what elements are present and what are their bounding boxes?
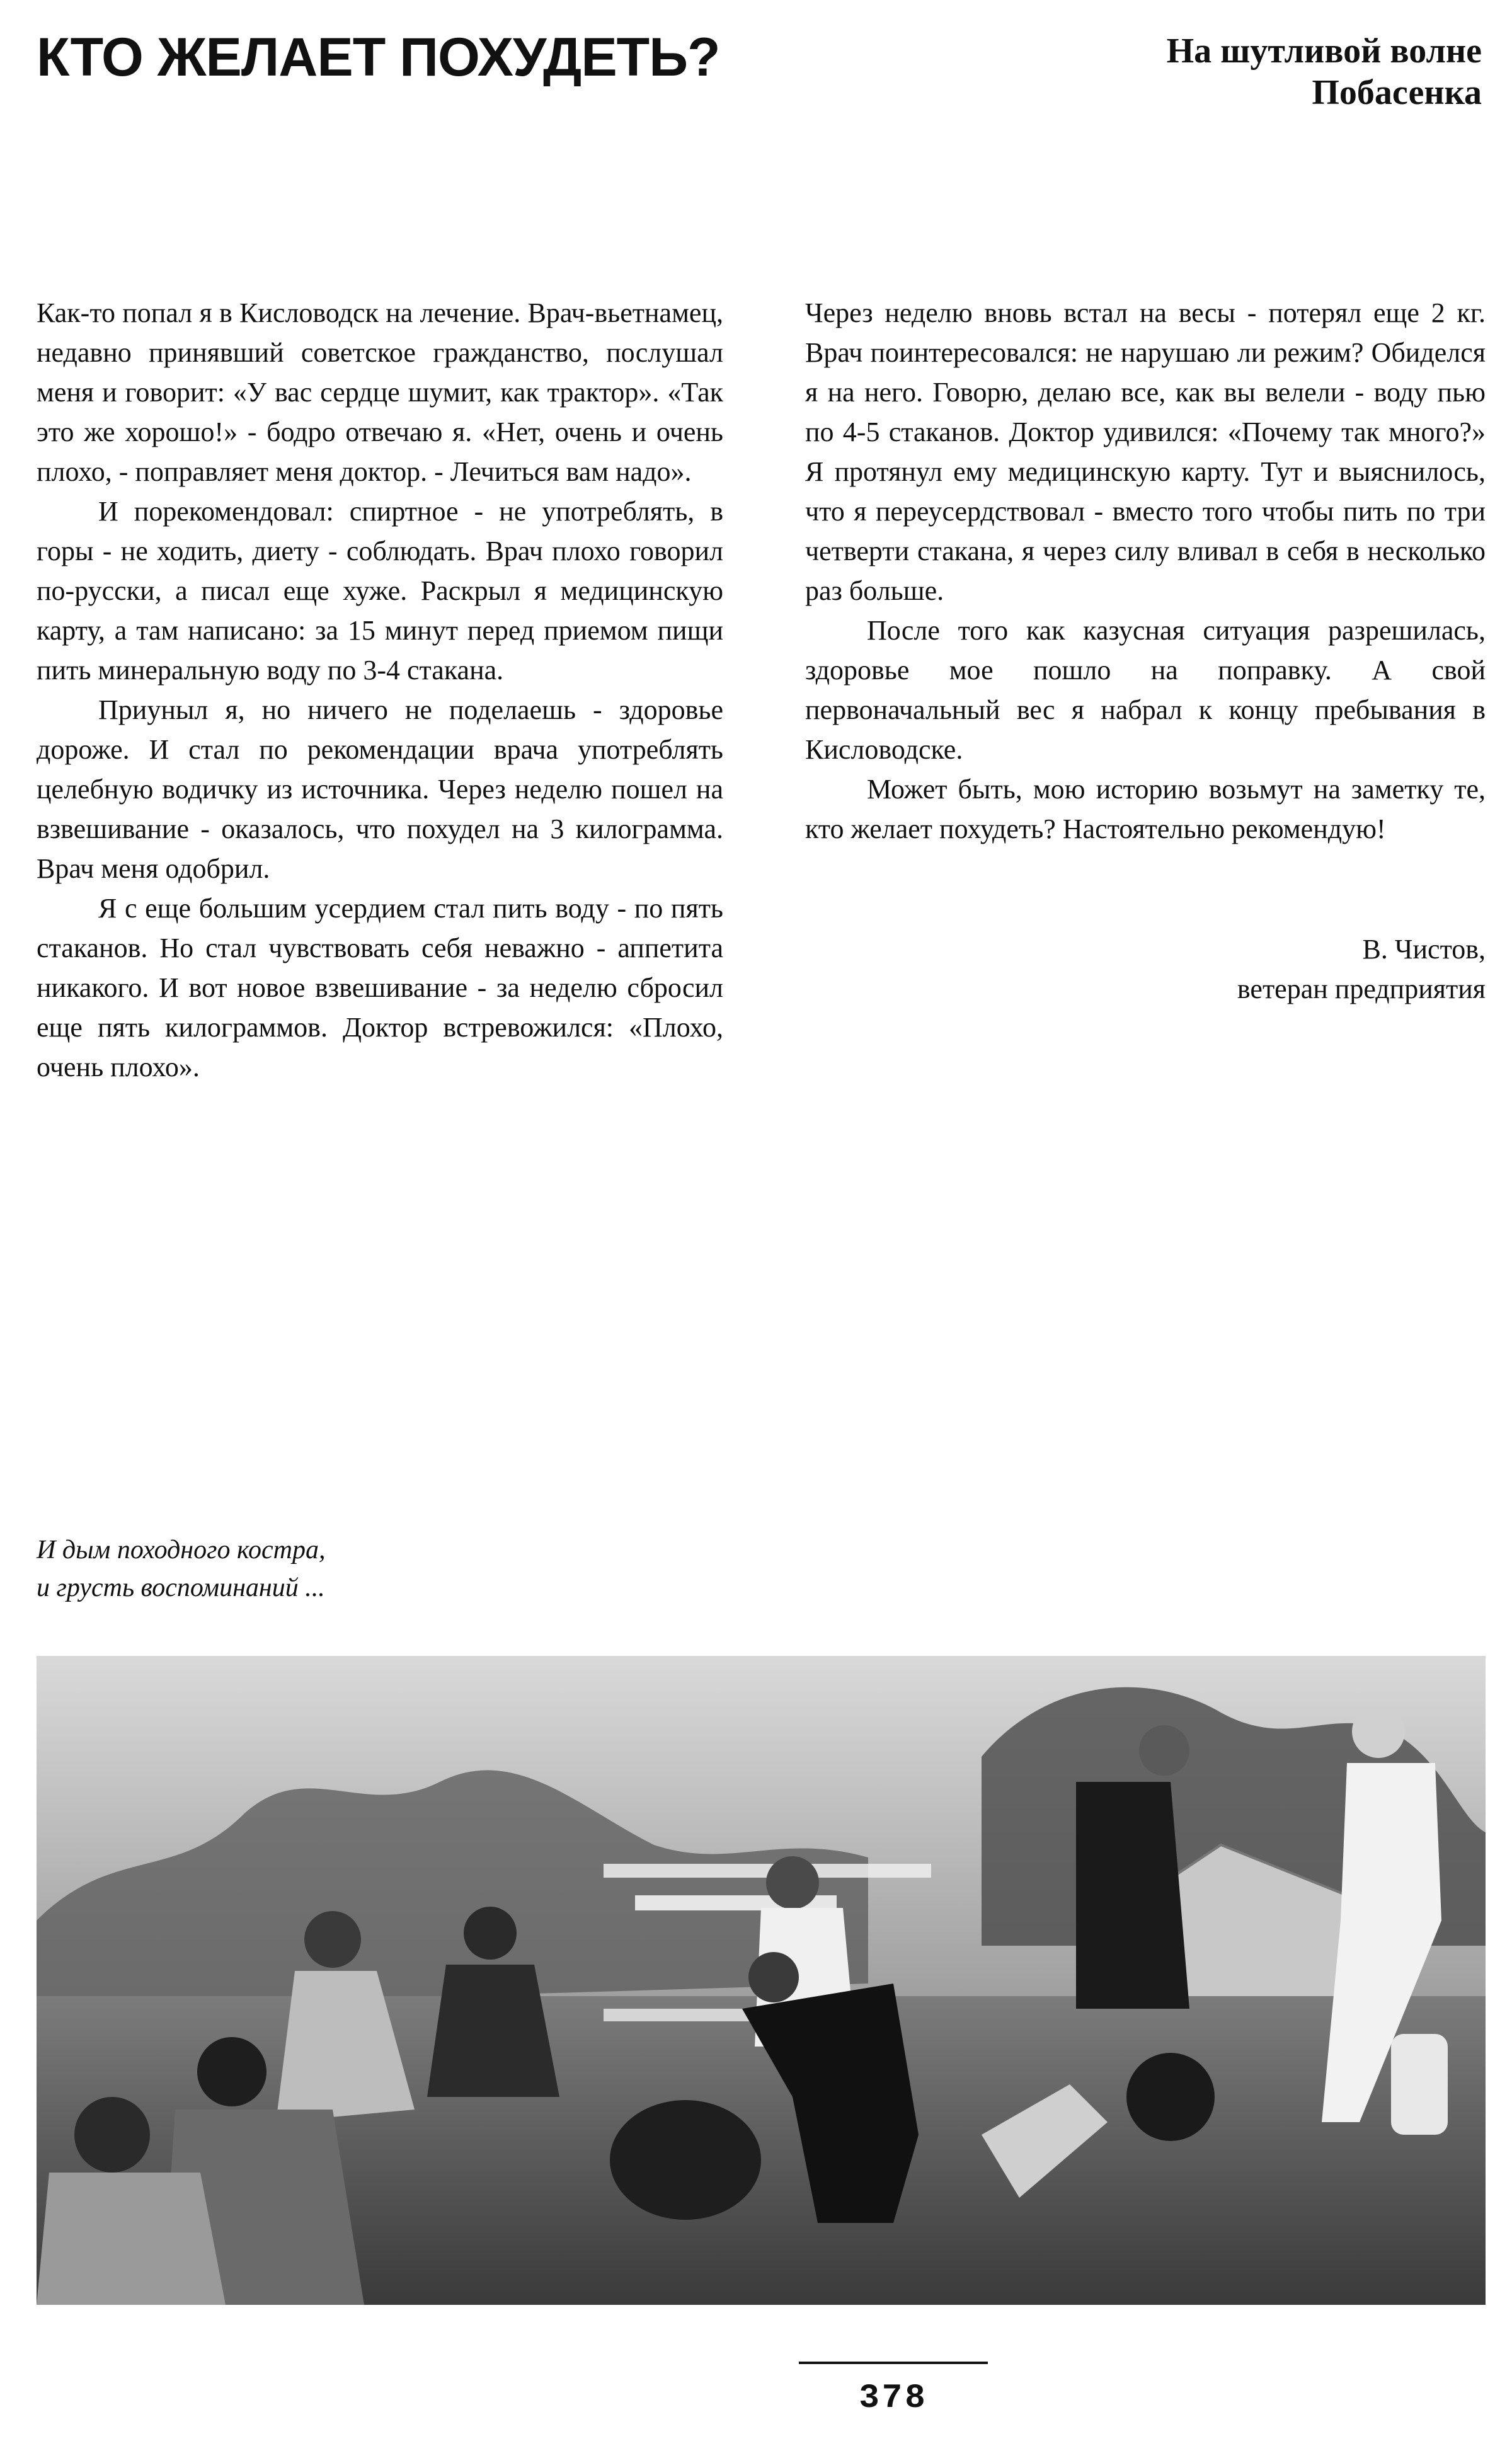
paragraph: Может быть, мою историю возьмут на заметку те, кто желает похудеть? Настоятельно рекомендую! [805, 774, 1486, 844]
paragraph: После того как казусная ситуация разрешилась, здоровье мое пошло на поправку. А свой первоначальный вес я набрал к концу пребывания в Кисловодске. [805, 615, 1486, 765]
photo-illustration [37, 1656, 1486, 2305]
person-head [1139, 1725, 1189, 1776]
paragraph: Я с еще большим усердием стал пить воду - по пять стаканов. Но стал чувствовать себя неважно - аппетита никакого. И вот новое взвешивание - за неделю сбросил еще пять килограммов. Доктор встревожился: «Плохо, очень плохо». [37, 893, 723, 1082]
person-body [1076, 1782, 1189, 2009]
caption-line: и грусть воспоминаний ... [37, 1573, 325, 1602]
paragraph: Приуныл я, но ничего не поделаешь - здоровье дороже. И стал по рекомендации врача употреблять целебную водичку из источника. Через неделю пошел на взвешивание - оказалось, что похудел на 3 килограмма. Врач меня одобрил. [37, 694, 723, 884]
signature-name: В. Чистов, [1362, 934, 1486, 965]
person-head [1352, 1705, 1405, 1758]
cooking-pot [610, 2100, 761, 2220]
bucket [1126, 2053, 1215, 2141]
page-number-rule [799, 2362, 988, 2364]
paragraph: Как-то попал я в Кисловодск на лечение. Врач-вьетнамец, недавно принявший советское гражданство, послушал меня и говорит: «У вас сердце шумит, как трактор». «Так это же хорошо!» - бодро отвечаю я. «Нет, очень и очень плохо, - поправляет меня доктор. - Лечиться вам надо». [37, 297, 723, 487]
signature-role: ветеран предприятия [1237, 973, 1486, 1004]
genre-label: Побасенка [1312, 73, 1482, 112]
paragraph: И порекомендовал: спиртное - не употреблять, в горы - не ходить, диету - соблюдать. Врач плохо говорил по-русски, а писал еще хуже. Раскрыл я медицинскую карту, а там написано: за 15 минут перед приемом пищи пить минеральную воду по 3-4 стакана. [37, 496, 723, 686]
person-body [37, 2173, 226, 2305]
signature [805, 929, 1486, 1009]
campfire-photo [37, 1656, 1486, 2305]
person-head [197, 2037, 266, 2106]
rubric-block [1167, 30, 1482, 113]
rubric-label: На шутливой волне [1166, 32, 1482, 71]
milk-can [1391, 2034, 1448, 2135]
person-head [304, 1911, 361, 1968]
caption-line: И дым походного костра, [37, 1536, 326, 1565]
person-head [74, 2097, 150, 2173]
person-head [766, 1856, 819, 1909]
photo-caption [37, 1531, 326, 1607]
page-title: КТО ЖЕЛАЕТ ПОХУДЕТЬ? [37, 27, 720, 88]
left-column [37, 293, 723, 1087]
paragraph: Через неделю вновь встал на весы - потерял еще 2 кг. Врач поинтересовался: не нарушаю ли режим? Обиделся я на него. Говорю, делаю все, как вы велели - воду пью по 4-5 стаканов. Доктор удивился: «Почему так много?» Я протянул ему медицинскую карту. Тут и выяснилось, что я переусердствовал - вместо того чтобы пить по три четверти стакана, я через силу вливал в себя в несколько раз больше. [805, 297, 1486, 606]
person-head [464, 1907, 517, 1960]
page-number: 378 [859, 2379, 928, 2418]
person-head [748, 1952, 799, 2002]
right-column [805, 293, 1486, 1009]
